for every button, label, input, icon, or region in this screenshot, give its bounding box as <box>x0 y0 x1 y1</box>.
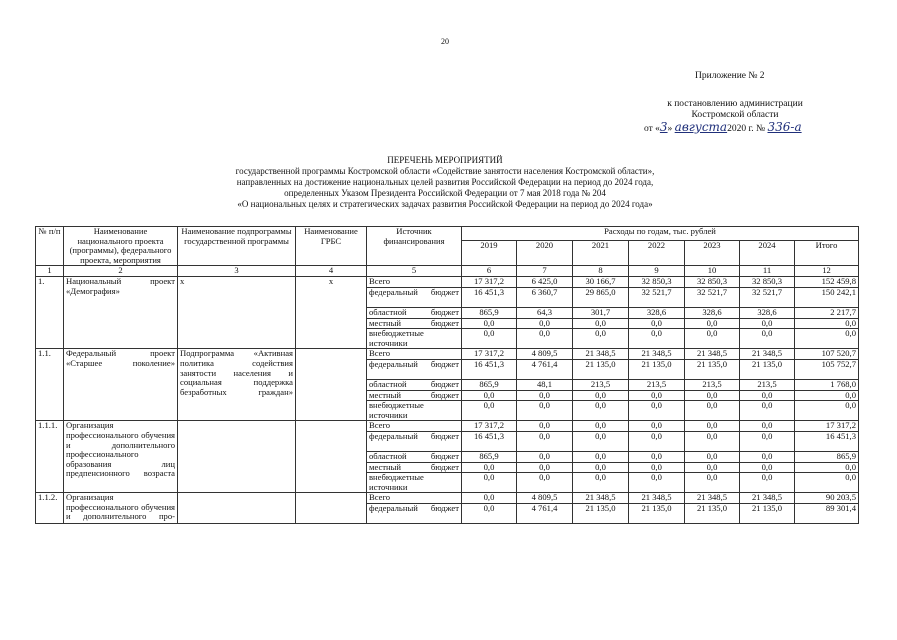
appendix-label: Приложение № 2 <box>695 71 765 81</box>
page-number: 20 <box>441 37 449 46</box>
year-value: 0,0 <box>462 401 517 421</box>
resolution-date <box>644 120 802 134</box>
year-value: 21 348,5 <box>685 349 740 360</box>
header-year: 2022 <box>629 241 685 266</box>
column-number: 4 <box>296 266 367 277</box>
year-value: 64,3 <box>517 307 573 318</box>
header-source: Источник финансирования <box>367 227 462 266</box>
year-value: 17 317,2 <box>462 421 517 432</box>
year-value: 21 348,5 <box>573 349 629 360</box>
column-number: 5 <box>367 266 462 277</box>
year-value: 21 135,0 <box>740 359 795 379</box>
year-value: 0,0 <box>573 390 629 401</box>
year-value: 17 317,2 <box>462 349 517 360</box>
year-value: 213,5 <box>573 379 629 390</box>
total-value: 0,0 <box>795 401 859 421</box>
year-value: 6 360,7 <box>517 287 573 307</box>
column-number: 11 <box>740 266 795 277</box>
table-row <box>36 421 859 432</box>
financing-source: внебюджетные источники <box>367 473 462 493</box>
table-row <box>36 277 859 288</box>
financing-source: областной бюджет <box>367 379 462 390</box>
year-value: 0,0 <box>629 329 685 349</box>
total-value: 0,0 <box>795 390 859 401</box>
project-name: Организация профессионального обучения и дополнительного профессионального образования лиц предпенсионного возраста <box>64 421 178 493</box>
year-value: 213,5 <box>685 379 740 390</box>
header-year: 2024 <box>740 241 795 266</box>
year-value: 21 135,0 <box>573 359 629 379</box>
year-value: 21 348,5 <box>629 493 685 504</box>
row-number: 1.1.2. <box>36 493 64 524</box>
total-value: 1 768,0 <box>795 379 859 390</box>
subprogram-name <box>178 421 296 493</box>
total-value: 2 217,7 <box>795 307 859 318</box>
year-value: 865,9 <box>462 307 517 318</box>
year-value: 4 809,5 <box>517 493 573 504</box>
year-value: 32 850,3 <box>629 277 685 288</box>
handwritten-day: 3 <box>659 120 668 134</box>
year-value: 0,0 <box>685 451 740 462</box>
year-value: 328,6 <box>685 307 740 318</box>
year-value: 0,0 <box>740 401 795 421</box>
resolution-line-2: Костромской области <box>691 110 779 120</box>
year-value: 0,0 <box>517 451 573 462</box>
handwritten-number: 336-а <box>767 120 802 134</box>
year-value: 48,1 <box>517 379 573 390</box>
total-value: 107 520,7 <box>795 349 859 360</box>
year-value: 0,0 <box>685 462 740 473</box>
year-value: 0,0 <box>517 329 573 349</box>
grbs-name: х <box>296 277 367 349</box>
financing-source: федеральный бюджет <box>367 431 462 451</box>
year-value: 6 425,0 <box>517 277 573 288</box>
heading-line-3: определенных Указом Президента Российской Федерации от 7 мая 2018 года № 204 <box>284 188 606 198</box>
year-value: 0,0 <box>685 329 740 349</box>
activities-table-body <box>36 277 859 524</box>
year-value: 0,0 <box>685 421 740 432</box>
year-value: 32 850,3 <box>740 277 795 288</box>
year-value: 0,0 <box>685 431 740 451</box>
year-value: 0,0 <box>629 462 685 473</box>
column-number: 9 <box>629 266 685 277</box>
year-value: 29 865,0 <box>573 287 629 307</box>
year-value: 301,7 <box>573 307 629 318</box>
year-value: 21 135,0 <box>685 359 740 379</box>
financing-source: федеральный бюджет <box>367 503 462 523</box>
financing-source: местный бюджет <box>367 462 462 473</box>
year-value: 0,0 <box>462 503 517 523</box>
year-value: 0,0 <box>740 421 795 432</box>
total-value: 89 301,4 <box>795 503 859 523</box>
year-value: 0,0 <box>573 401 629 421</box>
year-value: 865,9 <box>462 451 517 462</box>
year-value: 21 135,0 <box>629 503 685 523</box>
year-value: 32 521,7 <box>629 287 685 307</box>
year-value: 4 809,5 <box>517 349 573 360</box>
year-value: 21 348,5 <box>740 493 795 504</box>
year-value: 0,0 <box>685 401 740 421</box>
year-value: 0,0 <box>629 318 685 329</box>
heading-line-2: направленных на достижение национальных целей развития Российской Федерации на период до 2024 года, <box>236 177 654 187</box>
column-number: 2 <box>64 266 178 277</box>
financing-source: Всего <box>367 349 462 360</box>
year-value: 0,0 <box>740 451 795 462</box>
row-number: 1.1. <box>36 349 64 421</box>
year-value: 21 348,5 <box>685 493 740 504</box>
table-row <box>36 349 859 360</box>
year-value: 21 348,5 <box>629 349 685 360</box>
year-value: 328,6 <box>629 307 685 318</box>
financing-source: Всего <box>367 421 462 432</box>
year-value: 16 451,3 <box>462 359 517 379</box>
year-value: 0,0 <box>462 462 517 473</box>
year-value: 0,0 <box>462 318 517 329</box>
year-value: 16 451,3 <box>462 287 517 307</box>
project-name: Организация профессионального обучения и дополнительного про- <box>64 493 178 524</box>
total-value: 16 451,3 <box>795 431 859 451</box>
document-heading <box>150 155 740 210</box>
table-row <box>36 493 859 504</box>
year-value: 0,0 <box>629 390 685 401</box>
year-value: 0,0 <box>573 421 629 432</box>
header-year: 2020 <box>517 241 573 266</box>
year-value: 32 521,7 <box>685 287 740 307</box>
year-value: 21 135,0 <box>685 503 740 523</box>
year-value: 0,0 <box>517 401 573 421</box>
total-value: 90 203,5 <box>795 493 859 504</box>
year-value: 0,0 <box>573 473 629 493</box>
year-value: 0,0 <box>517 318 573 329</box>
year-value: 0,0 <box>629 451 685 462</box>
total-value: 0,0 <box>795 329 859 349</box>
year-value: 0,0 <box>517 473 573 493</box>
year-value: 0,0 <box>629 431 685 451</box>
header-year: 2019 <box>462 241 517 266</box>
year-value: 0,0 <box>740 473 795 493</box>
year-value: 17 317,2 <box>462 277 517 288</box>
financing-source: федеральный бюджет <box>367 359 462 379</box>
year-value: 213,5 <box>629 379 685 390</box>
total-value: 17 317,2 <box>795 421 859 432</box>
header-expenses: Расходы по годам, тыс. рублей <box>462 227 859 241</box>
date-year: 2020 г. № <box>727 124 766 134</box>
resolution-block <box>650 99 820 121</box>
year-value: 0,0 <box>685 473 740 493</box>
year-value: 0,0 <box>740 318 795 329</box>
resolution-line-1: к постановлению администрации <box>667 99 803 109</box>
column-number: 3 <box>178 266 296 277</box>
financing-source: местный бюджет <box>367 318 462 329</box>
year-value: 0,0 <box>629 473 685 493</box>
header-num: № п/п <box>36 227 64 266</box>
year-value: 21 348,5 <box>740 349 795 360</box>
year-value: 21 135,0 <box>740 503 795 523</box>
row-number: 1. <box>36 277 64 349</box>
year-value: 32 521,7 <box>740 287 795 307</box>
year-value: 865,9 <box>462 379 517 390</box>
year-value: 0,0 <box>517 421 573 432</box>
total-value: 105 752,7 <box>795 359 859 379</box>
header-subprogram: Наименование подпрограммы государственной программы <box>178 227 296 266</box>
year-value: 213,5 <box>740 379 795 390</box>
year-value: 0,0 <box>740 390 795 401</box>
document-title: ПЕРЕЧЕНЬ МЕРОПРИЯТИЙ <box>387 155 503 165</box>
grbs-name <box>296 421 367 493</box>
total-value: 0,0 <box>795 473 859 493</box>
total-value: 0,0 <box>795 462 859 473</box>
year-value: 0,0 <box>462 390 517 401</box>
financing-source: внебюджетные источники <box>367 329 462 349</box>
year-value: 0,0 <box>573 318 629 329</box>
date-mid: » <box>667 124 673 134</box>
column-number: 1 <box>36 266 64 277</box>
subprogram-name: Подпрограмма «Активная политика содействия занятости населения и социальная поддержка безработных граждан» <box>178 349 296 421</box>
grbs-name <box>296 349 367 421</box>
year-value: 0,0 <box>573 431 629 451</box>
year-value: 0,0 <box>573 462 629 473</box>
heading-line-1: государственной программы Костромской области «Содействие занятости населения Костромской области», <box>235 166 655 176</box>
column-number: 6 <box>462 266 517 277</box>
year-value: 32 850,3 <box>685 277 740 288</box>
year-value: 30 166,7 <box>573 277 629 288</box>
column-numbers-row <box>36 266 859 277</box>
year-value: 0,0 <box>573 451 629 462</box>
subprogram-name: х <box>178 277 296 349</box>
year-value: 0,0 <box>573 329 629 349</box>
header-row <box>36 227 859 241</box>
year-value: 328,6 <box>740 307 795 318</box>
heading-line-4: «О национальных целях и стратегических задачах развития Российской Федерации на период до 2024 года» <box>237 199 653 209</box>
year-value: 4 761,4 <box>517 359 573 379</box>
subprogram-name <box>178 493 296 524</box>
header-total: Итого <box>795 241 859 266</box>
column-number: 8 <box>573 266 629 277</box>
header-year: 2023 <box>685 241 740 266</box>
year-value: 21 348,5 <box>573 493 629 504</box>
financing-source: областной бюджет <box>367 307 462 318</box>
year-value: 0,0 <box>462 473 517 493</box>
row-number: 1.1.1. <box>36 421 64 493</box>
year-value: 0,0 <box>517 462 573 473</box>
column-number: 12 <box>795 266 859 277</box>
year-value: 0,0 <box>462 329 517 349</box>
year-value: 0,0 <box>517 390 573 401</box>
project-name: Федеральный проект «Старшее поколение» <box>64 349 178 421</box>
total-value: 152 459,8 <box>795 277 859 288</box>
column-number: 7 <box>517 266 573 277</box>
total-value: 150 242,1 <box>795 287 859 307</box>
total-value: 865,9 <box>795 451 859 462</box>
financing-source: Всего <box>367 493 462 504</box>
year-value: 21 135,0 <box>629 359 685 379</box>
year-value: 16 451,3 <box>462 431 517 451</box>
financing-source: федеральный бюджет <box>367 287 462 307</box>
year-value: 4 761,4 <box>517 503 573 523</box>
year-value: 0,0 <box>685 390 740 401</box>
year-value: 0,0 <box>740 462 795 473</box>
header-project: Наименование национального проекта (программы), федерального проекта, мероприятия <box>64 227 178 266</box>
financing-source: местный бюджет <box>367 390 462 401</box>
activities-table <box>35 226 859 524</box>
year-value: 0,0 <box>629 421 685 432</box>
header-grbs: Наименование ГРБС <box>296 227 367 266</box>
year-value: 0,0 <box>629 401 685 421</box>
project-name: Национальный проект «Демография» <box>64 277 178 349</box>
year-value: 0,0 <box>740 329 795 349</box>
handwritten-month: августа <box>674 120 728 134</box>
date-prefix: от « <box>644 124 660 134</box>
financing-source: Всего <box>367 277 462 288</box>
year-value: 0,0 <box>517 431 573 451</box>
total-value: 0,0 <box>795 318 859 329</box>
year-value: 21 135,0 <box>573 503 629 523</box>
year-value: 0,0 <box>462 493 517 504</box>
column-number: 10 <box>685 266 740 277</box>
financing-source: областной бюджет <box>367 451 462 462</box>
year-value: 0,0 <box>685 318 740 329</box>
financing-source: внебюджетные источники <box>367 401 462 421</box>
header-year: 2021 <box>573 241 629 266</box>
grbs-name <box>296 493 367 524</box>
year-value: 0,0 <box>740 431 795 451</box>
